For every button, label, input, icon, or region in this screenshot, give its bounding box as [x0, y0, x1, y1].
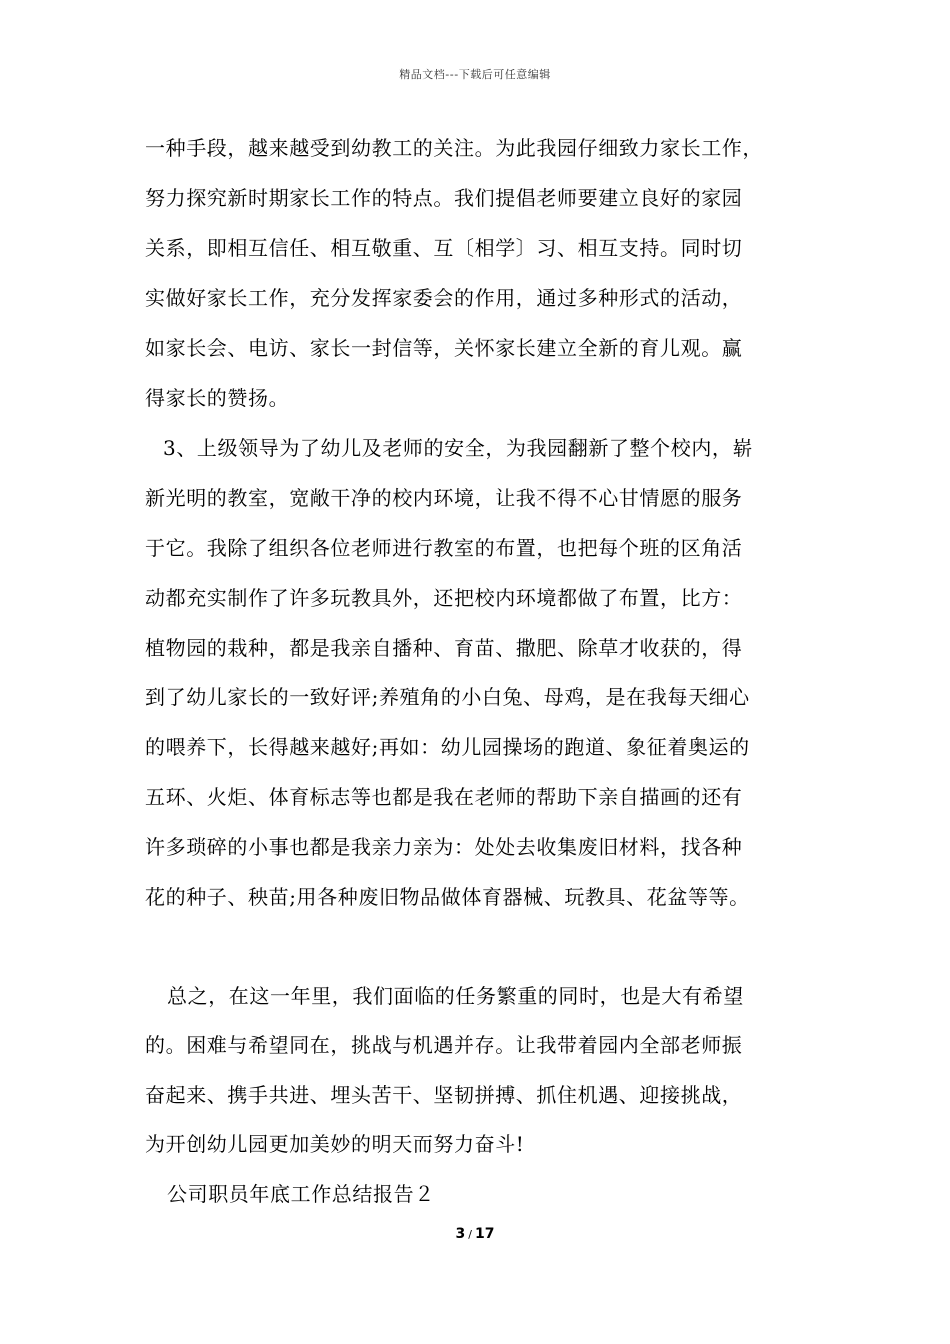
text-line: 植物园的栽种，都是我亲自播种、育苗、撒肥、除草才收获的，得	[145, 636, 743, 660]
text-line: 新光明的教室，宽敞干净的校内环境，让我不得不心甘情愿的服务	[145, 486, 743, 510]
current-page-number: 3	[455, 1226, 466, 1242]
text-line: 许多琐碎的小事也都是我亲力亲为：处处去收集废旧材料，找各种	[145, 835, 743, 859]
text-line: 得家长的赞扬。	[145, 386, 290, 410]
text-line: 动都充实制作了许多玩教具外，还把校内环境都做了布置，比方：	[145, 586, 743, 610]
text-line: 的喂养下，长得越来越好;再如：幼儿园操场的跑道、象征着奥运的	[145, 735, 750, 759]
text-line: 奋起来、携手共进、埋头苦干、坚韧拼搏、抓住机遇、迎接挑战，	[145, 1083, 743, 1107]
text-line: 于它。我除了组织各位老师进行教室的布置，也把每个班的区角活	[145, 536, 743, 560]
page-number	[0, 1226, 950, 1242]
text-line: 五环、火炬、体育标志等也都是我在老师的帮助下亲自描画的还有	[145, 785, 743, 809]
text-line: 关系，即相互信任、相互敬重、互〔相学〕习、相互支持。同时切	[145, 236, 743, 260]
text-line: 一种手段，越来越受到幼教工的关注。为此我园仔细致力家长工作，	[145, 136, 763, 160]
text-line: 总之，在这一年里，我们面临的任务繁重的同时，也是大有希望	[167, 984, 744, 1008]
section-heading: 公司职员年底工作总结报告２	[167, 1182, 435, 1206]
page-separator: /	[468, 1228, 472, 1241]
text-line: 的。困难与希望同在，挑战与机遇并存。让我带着园内全部老师振	[145, 1033, 743, 1057]
text-line: 为开创幼儿园更加美妙的明天而努力奋斗!	[145, 1132, 525, 1156]
text-line: 花的种子、秧苗;用各种废旧物品做体育器械、玩教具、花盆等等。	[145, 885, 750, 909]
text-line: 3、上级领导为了幼儿及老师的安全，为我园翻新了整个校内，崭	[163, 436, 754, 460]
page-header: 精品文档---下载后可任意编辑	[399, 68, 551, 81]
text-line: 实做好家长工作，充分发挥家委会的作用，通过多种形式的活动，	[145, 286, 743, 310]
text-line: 努力探究新时期家长工作的特点。我们提倡老师要建立良好的家园	[145, 186, 743, 210]
total-pages-number: 17	[474, 1226, 495, 1242]
text-line: 到了幼儿家长的一致好评;养殖角的小白兔、母鸡，是在我每天细心	[145, 685, 750, 709]
text-line: 如家长会、电访、家长一封信等，关怀家长建立全新的育儿观。赢	[145, 336, 743, 360]
